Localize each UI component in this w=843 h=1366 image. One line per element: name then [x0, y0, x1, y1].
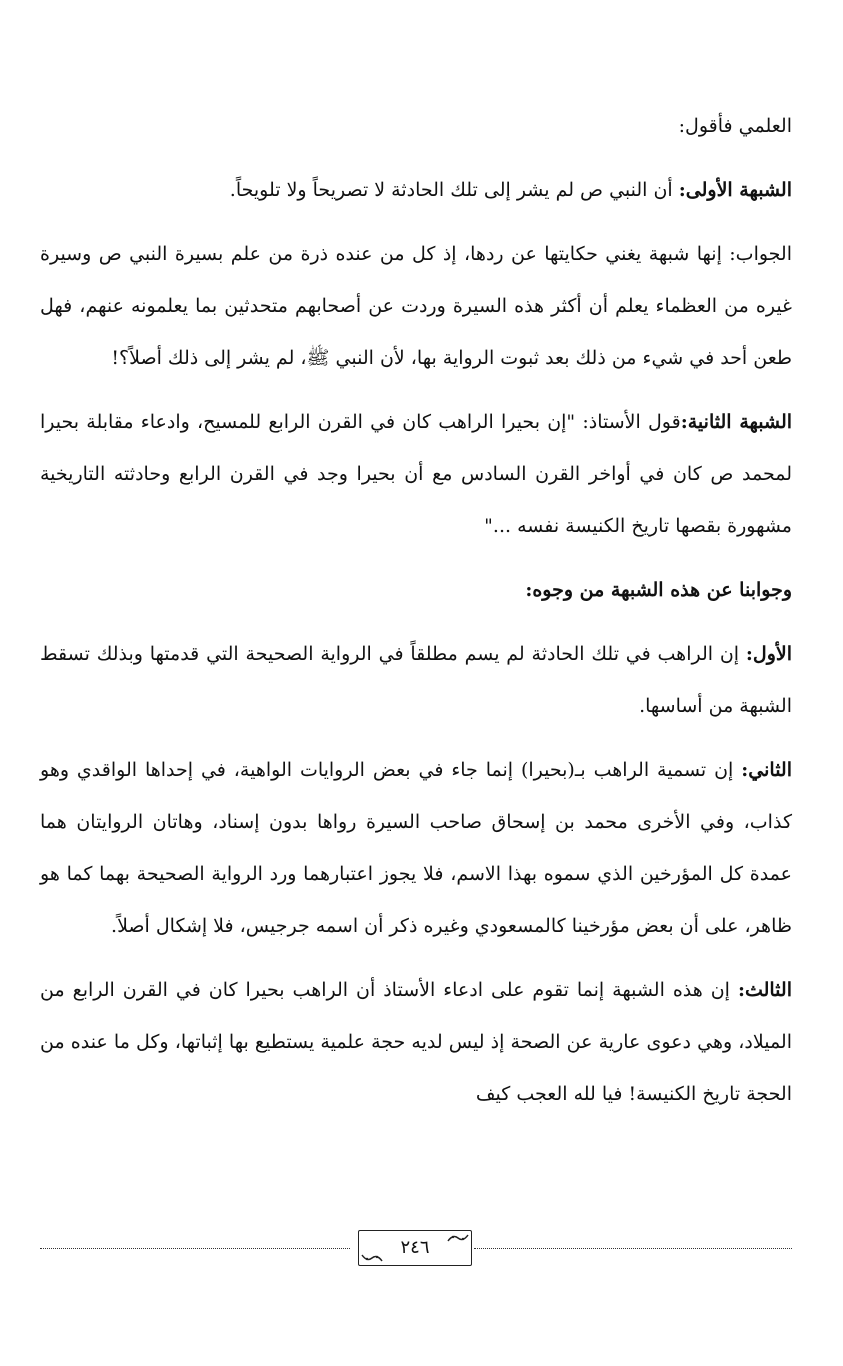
paragraph-heading: الثالث: — [737, 979, 792, 1001]
footer-dotted-rule — [474, 1248, 792, 1249]
paragraph-answer-1 — [40, 228, 792, 384]
page-number-frame — [358, 1230, 472, 1266]
paragraph-heading: وجوابنا عن هذه الشبهة من وجوه: — [525, 579, 792, 601]
paragraph-answer-intro — [40, 564, 792, 616]
paragraph-intro — [40, 100, 792, 152]
paragraph-text: إن الراهب في تلك الحادثة لم يسم مطلقاً في الرواية الصحيحة التي قدمتها وبذلك تسقط الشبهة من أساسها. — [40, 643, 792, 717]
page-footer — [40, 1228, 792, 1268]
paragraph-heading: الشبهة الأولى: — [678, 179, 792, 201]
paragraph-objection-1 — [40, 164, 792, 216]
paragraph-objection-2 — [40, 396, 792, 552]
paragraph-point-3 — [40, 964, 792, 1120]
footer-dotted-rule — [40, 1248, 350, 1249]
paragraph-text: أن النبي ص لم يشر إلى تلك الحادثة لا تصريحاً ولا تلويحاً. — [229, 179, 679, 201]
paragraph-text: العلمي فأقول: — [678, 115, 792, 137]
paragraph-heading: الثاني: — [741, 759, 792, 781]
paragraph-text: الجواب: إنها شبهة يغني حكايتها عن ردها، إذ كل من عنده ذرة من علم بسيرة النبي ص وسيرة غيره من العظماء يعلم أن أكثر هذه السيرة وردت عن أصحابهم متحدثين بما يعلمونه عنهم، فهل طعن أحد في شيء من ذلك بعد ثبوت الرواية بها، لأن النبي ﷺ، لم يشر إلى ذلك أصلاً؟! — [40, 243, 792, 369]
paragraph-text: إن تسمية الراهب بـ(بحيرا) إنما جاء في بعض الروايات الواهية، في إحداها الواقدي وهو كذاب، وفي الأخرى محمد بن إسحاق صاحب السيرة رواها بدون إسناد، وهاتان الروايتان هما عمدة كل المؤرخين الذي سموه بهذا الاسم، فلا يجوز اعتبارهما ورد الرواية الصحيحة بهما كما هو ظاهر، على أن بعض مؤرخينا كالمسعودي وغيره ذكر أن اسمه جرجيس، فلا إشكال أصلاً. — [40, 759, 792, 937]
paragraph-heading: الأول: — [745, 643, 792, 665]
paragraph-text: إن هذه الشبهة إنما تقوم على ادعاء الأستاذ أن الراهب بحيرا كان في القرن الرابع من الميلاد، وهي دعوى عارية عن الصحة إذ ليس لديه حجة علمية يستطيع بها إثباتها، وكل ما عنده من الحجة تاريخ الكنيسة! فيا لله العجب كيف — [40, 979, 792, 1105]
paragraph-heading: الشبهة الثانية: — [680, 411, 793, 433]
page-body — [40, 100, 792, 1120]
paragraph-point-1 — [40, 628, 792, 732]
paragraph-point-2 — [40, 744, 792, 952]
ornament-icon — [361, 1253, 383, 1263]
paragraph-text: قول الأستاذ: "إن بحيرا الراهب كان في القرن الرابع للمسيح، وادعاء مقابلة بحيرا لمحمد ص كان في أواخر القرن السادس مع أن بحيرا وجد في القرن الرابع وحادثته التاريخية مشهورة بقصها تاريخ الكنيسة نفسه ..." — [40, 411, 792, 537]
ornament-icon — [447, 1233, 469, 1243]
page-number: ٢٤٦ — [400, 1237, 430, 1258]
